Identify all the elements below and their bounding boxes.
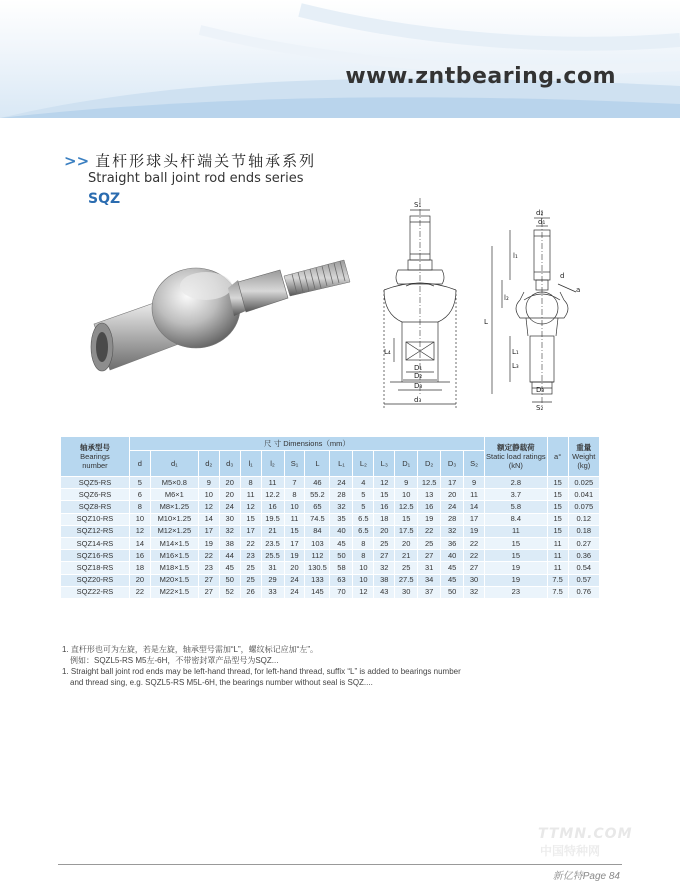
table-cell: 133 [305,574,330,586]
table-cell: 14 [464,501,485,513]
header-load [485,437,548,477]
sub-header-cell: S₁ [284,451,305,477]
product-photo [88,246,358,382]
table-cell: 24 [284,586,305,598]
note-en-2: and thread sing, e.g. SQZL5-RS M5L-6H, the bearings number without seal is SQZ.... [70,678,373,687]
table-row [61,513,600,525]
table-cell: 44 [219,550,240,562]
table-cell: 19 [418,513,441,525]
table-cell: 22 [464,550,485,562]
sub-header-cell: d [129,451,150,477]
table-cell: 45 [441,574,464,586]
sub-header-cell: l₂ [261,451,284,477]
table-cell: 17 [464,513,485,525]
table-cell: M16×1.5 [150,550,198,562]
label-side-L1: L₁ [512,348,519,356]
table-cell: 9 [198,477,219,489]
header-load-cn: 额定静载荷 [497,443,535,452]
table-cell: 23 [198,562,219,574]
table-cell: 11 [485,525,548,537]
table-cell: 18 [374,513,395,525]
table-cell: 24 [219,501,240,513]
table-cell: 32 [464,586,485,598]
header-banner [0,0,680,118]
table-cell: 0.075 [568,501,599,513]
technical-drawing [370,196,610,416]
table-cell: 8 [353,550,374,562]
table-cell: 20 [441,489,464,501]
sub-header-cell: D₁ [395,451,418,477]
table-cell: 5 [353,489,374,501]
table-row [61,574,600,586]
table-cell: 14 [129,537,150,549]
table-cell: 52 [219,586,240,598]
table-cell: 32 [219,525,240,537]
label-l4: L₄ [384,348,391,356]
label-side-d2: d₂ [536,209,544,217]
table-cell: 27.5 [395,574,418,586]
table-cell: 25 [374,537,395,549]
table-row [61,562,600,574]
table-cell: M12×1.25 [150,525,198,537]
table-cell: 11 [547,537,568,549]
table-cell: M6×1 [150,489,198,501]
sub-header-cell: L [305,451,330,477]
header-weight [568,437,599,477]
table-cell: 8 [129,501,150,513]
label-d1: D₁ [414,364,423,372]
table-cell: 12.5 [418,477,441,489]
label-d2: D₂ [414,372,423,380]
label-s1: S₁ [414,201,422,209]
table-cell: 50 [330,550,353,562]
table-cell: 11 [547,550,568,562]
table-cell: 19 [485,562,548,574]
table-cell: 17 [284,537,305,549]
table-cell: 12 [374,477,395,489]
watermark-text: TTMN.COM [538,826,633,842]
table-cell: 130.5 [305,562,330,574]
table-row [61,489,600,501]
table-row [61,550,600,562]
table-cell: 45 [219,562,240,574]
table-cell: 23.5 [261,537,284,549]
table-cell: 12.5 [395,501,418,513]
table-cell: 20 [374,525,395,537]
table-cell: 6.5 [353,513,374,525]
table-cell: 15 [240,513,261,525]
table-cell: 25 [418,537,441,549]
table-cell: 0.57 [568,574,599,586]
table-cell: 35 [330,513,353,525]
table-cell: 25.5 [261,550,284,562]
table-cell: 27 [418,550,441,562]
table-cell: 32 [374,562,395,574]
bearing-number-cell: SQZ16-RS [61,550,130,562]
table-cell: 14 [198,513,219,525]
table-cell: 10 [395,489,418,501]
table-cell: 20 [219,477,240,489]
header-weight-en: Weight (kg) [572,452,596,470]
table-cell: 22 [129,586,150,598]
table-cell: 25 [240,562,261,574]
table-cell: 10 [284,501,305,513]
table-cell: 23 [485,586,548,598]
notes [62,644,622,688]
table-cell: 15 [547,489,568,501]
table-cell: 40 [330,525,353,537]
bearing-number-cell: SQZ22-RS [61,586,130,598]
table-cell: 0.76 [568,586,599,598]
table-cell: 29 [261,574,284,586]
table-cell: 50 [441,586,464,598]
table-cell: 28 [441,513,464,525]
table-cell: 5.8 [485,501,548,513]
table-cell: 0.041 [568,489,599,501]
table-cell: 11 [464,489,485,501]
sub-header-cell: L₁ [330,451,353,477]
bearing-number-cell: SQZ12-RS [61,525,130,537]
sub-header-cell: D₂ [418,451,441,477]
label-d3-lower: d₃ [414,396,422,404]
table-cell: 12.2 [261,489,284,501]
table-cell: 16 [418,501,441,513]
table-cell: 27 [198,586,219,598]
table-cell: 13 [418,489,441,501]
sub-header-cell: d₃ [219,451,240,477]
table-cell: 37 [418,586,441,598]
label-side-d1: d₁ [538,218,546,226]
page-number: 新亿特Page 84 [552,871,620,882]
series-code: SQZ [88,191,121,207]
table-cell: 0.27 [568,537,599,549]
table-cell: 25 [395,562,418,574]
sub-header-cell: d₁ [150,451,198,477]
table-cell: 10 [198,489,219,501]
footer-divider [58,864,622,865]
sub-header-cell: d₂ [198,451,219,477]
table-cell: 27 [198,574,219,586]
table-cell: 30 [219,513,240,525]
arrow-icon: >> [64,152,90,170]
table-cell: 17 [441,477,464,489]
bearing-number-cell: SQZ18-RS [61,562,130,574]
table-cell: 38 [374,574,395,586]
table-cell: 24 [330,477,353,489]
table-cell: 5 [129,477,150,489]
table-row [61,525,600,537]
bearing-number-cell: SQZ5-RS [61,477,130,489]
table-cell: 22 [240,537,261,549]
table-cell: 8 [240,477,261,489]
series-title-cn-text: 直杆形球头杆端关节轴承系列 [95,152,317,170]
table-cell: 11 [284,513,305,525]
table-cell: 15 [485,550,548,562]
table-cell: 0.025 [568,477,599,489]
table-cell: 6.5 [353,525,374,537]
label-side-S2: S₂ [536,404,544,412]
table-cell: 10 [353,562,374,574]
label-side-l3: L₃ [512,362,519,370]
label-side-l2: l₂ [504,294,509,302]
table-cell: 15 [395,513,418,525]
table-cell: 25 [240,574,261,586]
table-cell: 7.5 [547,586,568,598]
table-cell: 22 [198,550,219,562]
table-cell: 70 [330,586,353,598]
table-cell: 27 [464,562,485,574]
table-cell: 8 [284,489,305,501]
table-cell: 10 [353,574,374,586]
series-title-cn [64,150,316,171]
table-cell: 3.7 [485,489,548,501]
table-cell: 17.5 [395,525,418,537]
table-cell: 16 [261,501,284,513]
header-bearing-en: Bearings number [80,452,110,470]
table-cell: 27 [374,550,395,562]
table-cell: 50 [219,574,240,586]
table-cell: 8 [353,537,374,549]
table-cell: M22×1.5 [150,586,198,598]
table-cell: 36 [441,537,464,549]
table-cell: 63 [330,574,353,586]
table-cell: 15 [374,489,395,501]
table-cell: 145 [305,586,330,598]
table-cell: 40 [441,550,464,562]
table-cell: 112 [305,550,330,562]
bearing-number-cell: SQZ20-RS [61,574,130,586]
table-cell: 10 [129,513,150,525]
note-en-1: 1. Straight ball joint rod ends may be left-hand thread, for left-hand thread, suffix “L” is added to bearings number [62,667,461,676]
table-row [61,501,600,513]
header-bearing [61,437,130,477]
table-cell: 9 [464,477,485,489]
table-cell: 32 [441,525,464,537]
bearing-number-cell: SQZ14-RS [61,537,130,549]
label-side-d: d [560,272,565,280]
table-cell: M8×1.25 [150,501,198,513]
table-cell: 15 [547,477,568,489]
table-cell: 28 [330,489,353,501]
table-cell: M14×1.5 [150,537,198,549]
sub-header-cell: L₃ [374,451,395,477]
header-dimensions: 尺 寸 Dimensions（mm） [129,437,484,451]
table-cell: 12 [240,501,261,513]
table-cell: 16 [374,501,395,513]
table-cell: 84 [305,525,330,537]
table-cell: 21 [395,550,418,562]
table-cell: 38 [219,537,240,549]
table-cell: 12 [198,501,219,513]
table-cell: 8.4 [485,513,548,525]
table-cell: 0.18 [568,525,599,537]
header-load-en: Static load ratings (kN) [486,452,546,470]
table-cell: 20 [219,489,240,501]
note-cn-2: 例如：SQZL5-RS M5左-6H，不带密封罩产品型号为SQZ... [70,656,279,665]
header-weight-cn: 重量 [576,443,592,452]
table-cell: 11 [240,489,261,501]
table-cell: 2.8 [485,477,548,489]
sub-header-cell: S₂ [464,451,485,477]
table-cell: 6 [129,489,150,501]
table-cell: M18×1.5 [150,562,198,574]
table-cell: 7.5 [547,574,568,586]
table-cell: 30 [464,574,485,586]
table-cell: 20 [129,574,150,586]
website-url[interactable]: www.zntbearing.com [345,64,616,89]
spec-table [60,436,600,599]
table-cell: 15 [485,537,548,549]
bearing-number-cell: SQZ8-RS [61,501,130,513]
table-cell: 19.5 [261,513,284,525]
table-cell: 19 [284,550,305,562]
table-cell: 15 [547,525,568,537]
table-cell: 20 [395,537,418,549]
table-cell: 0.36 [568,550,599,562]
label-side-D3: D₃ [536,386,545,394]
table-row [61,477,600,489]
note-cn-1: 1. 直杆形也可为左旋，若是左旋，轴承型号需加“L”，螺纹标记应加“左”。 [62,645,318,654]
table-cell: 33 [261,586,284,598]
table-cell: 24 [284,574,305,586]
table-cell: 12 [353,586,374,598]
sub-header-cell: D₃ [441,451,464,477]
label-side-L: L [484,318,488,326]
table-cell: 31 [261,562,284,574]
table-cell: 18 [129,562,150,574]
table-cell: 12 [129,525,150,537]
table-cell: M20×1.5 [150,574,198,586]
watermark-text-cn: 中国特种网 [540,844,601,858]
table-cell: 19 [464,525,485,537]
table-cell: M5×0.8 [150,477,198,489]
table-cell: 21 [261,525,284,537]
table-cell: 45 [441,562,464,574]
header-angle: a° [547,437,568,477]
table-cell: 22 [464,537,485,549]
table-cell: 15 [547,513,568,525]
table-cell: 23 [240,550,261,562]
table-cell: 103 [305,537,330,549]
table-cell: 19 [198,537,219,549]
table-cell: 17 [198,525,219,537]
bearing-number-cell: SQZ10-RS [61,513,130,525]
table-cell: 20 [284,562,305,574]
label-side-a: a [576,286,581,294]
table-cell: 7 [284,477,305,489]
table-cell: 11 [261,477,284,489]
table-cell: 31 [418,562,441,574]
table-cell: 15 [547,501,568,513]
table-cell: 32 [330,501,353,513]
table-cell: 24 [441,501,464,513]
table-cell: 30 [395,586,418,598]
table-cell: 9 [395,477,418,489]
table-cell: 22 [418,525,441,537]
table-cell: 34 [418,574,441,586]
table-cell: 17 [240,525,261,537]
table-cell: 4 [353,477,374,489]
table-cell: 5 [353,501,374,513]
table-cell: 0.54 [568,562,599,574]
table-cell: 58 [330,562,353,574]
table-cell: 65 [305,501,330,513]
table-cell: 0.12 [568,513,599,525]
table-cell: 15 [284,525,305,537]
label-side-l1: l₁ [513,252,518,260]
table-cell: 74.5 [305,513,330,525]
header-waves [0,0,680,118]
table-body [61,477,600,599]
sub-header-cell: l₁ [240,451,261,477]
series-title-en: Straight ball joint rod ends series [88,171,304,186]
label-d3: D₃ [414,382,423,390]
table-cell: 45 [330,537,353,549]
table-cell: 16 [129,550,150,562]
table-cell: 46 [305,477,330,489]
table-cell: M10×1.25 [150,513,198,525]
table-cell: 26 [240,586,261,598]
table-cell: 19 [485,574,548,586]
table-row [61,586,600,598]
table-cell: 55.2 [305,489,330,501]
table-cell: 43 [374,586,395,598]
header-bearing-cn: 轴承型号 [79,443,110,452]
bearing-number-cell: SQZ6-RS [61,489,130,501]
sub-header-cell: L₂ [353,451,374,477]
table-cell: 11 [547,562,568,574]
table-row [61,537,600,549]
